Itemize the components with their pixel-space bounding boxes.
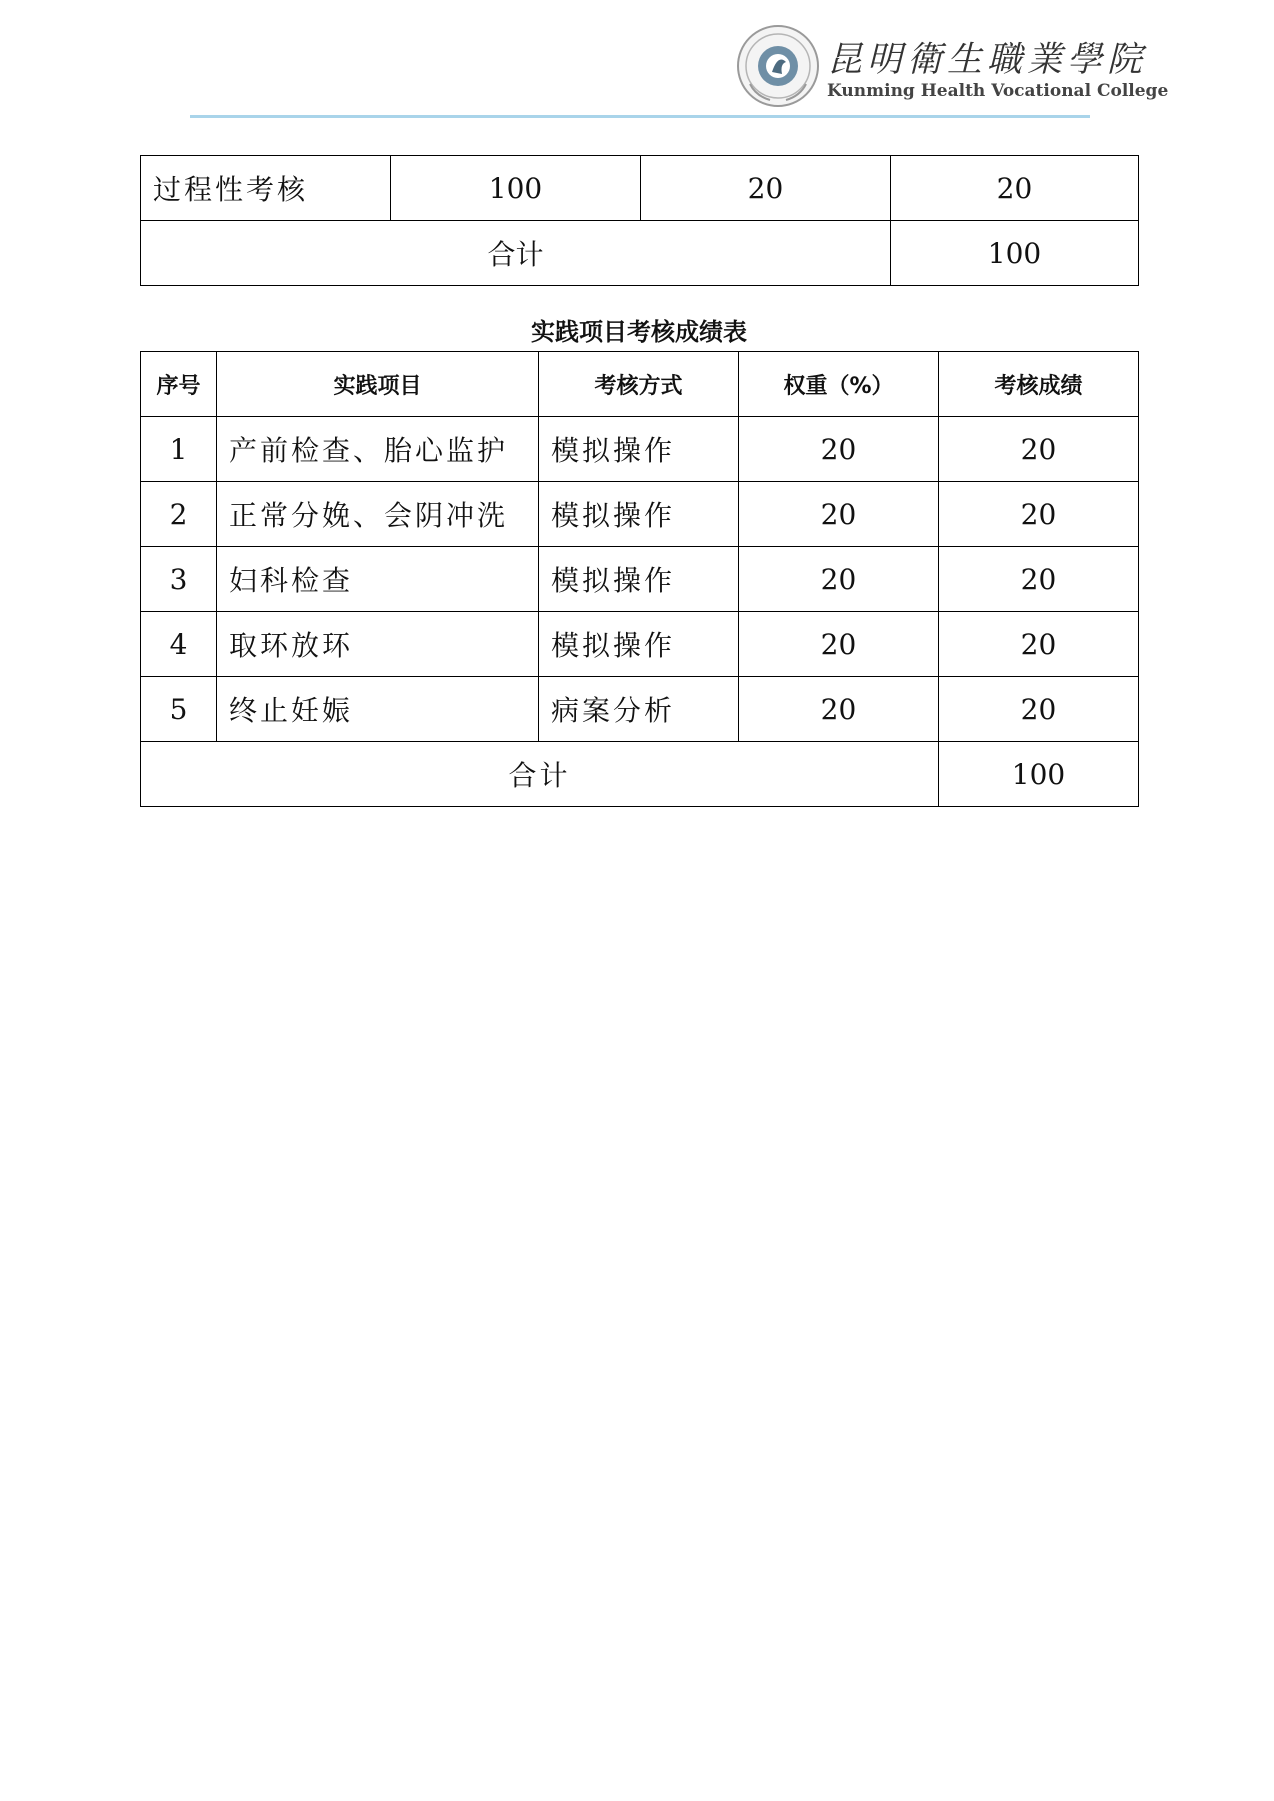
- table-cell: 20: [939, 612, 1139, 677]
- column-header: 考核方式: [539, 352, 739, 417]
- table-cell: 终止妊娠: [217, 677, 539, 742]
- total-label: 合计: [141, 221, 891, 286]
- table-total-row: [141, 221, 1139, 286]
- assessment-table-continued: [140, 155, 1139, 286]
- column-header: 考核成绩: [939, 352, 1139, 417]
- page-header: [0, 0, 1274, 120]
- table-cell: 20: [939, 417, 1139, 482]
- table-row: [141, 547, 1139, 612]
- column-header: 序号: [141, 352, 217, 417]
- table-cell: 模拟操作: [539, 612, 739, 677]
- table-cell: 2: [141, 482, 217, 547]
- table-row: [141, 612, 1139, 677]
- table-cell: 20: [739, 547, 939, 612]
- college-name-cn: 昆明衛生職業學院: [827, 40, 1148, 80]
- table-row: [141, 482, 1139, 547]
- table-cell: 病案分析: [539, 677, 739, 742]
- column-header: 权重（%）: [739, 352, 939, 417]
- table-cell: 1: [141, 417, 217, 482]
- table-row: [141, 677, 1139, 742]
- table-cell: 20: [739, 482, 939, 547]
- college-name-en: Kunming Health Vocational College: [827, 81, 1169, 101]
- table-cell: 20: [739, 417, 939, 482]
- practice-table-title: 实践项目考核成绩表: [531, 318, 747, 346]
- table-cell: 产前检查、胎心监护: [217, 417, 539, 482]
- table-cell: 20: [939, 482, 1139, 547]
- table-total-row: [141, 742, 1139, 807]
- total-value: 100: [891, 221, 1139, 286]
- table-cell: 过程性考核: [141, 156, 391, 221]
- header-divider: [190, 115, 1090, 118]
- total-label: 合计: [141, 742, 939, 807]
- table-row: [141, 156, 1139, 221]
- table-cell: 4: [141, 612, 217, 677]
- table-header-row: [141, 352, 1139, 417]
- total-value: 100: [939, 742, 1139, 807]
- table-cell: 模拟操作: [539, 547, 739, 612]
- table-cell: 正常分娩、会阴冲洗: [217, 482, 539, 547]
- table-row: [141, 417, 1139, 482]
- practice-assessment-table: [140, 351, 1139, 807]
- table-cell: 20: [641, 156, 891, 221]
- table-cell: 取环放环: [217, 612, 539, 677]
- table-cell: 20: [939, 547, 1139, 612]
- table-cell: 20: [939, 677, 1139, 742]
- table-cell: 5: [141, 677, 217, 742]
- table-cell: 20: [739, 612, 939, 677]
- table-cell: 100: [391, 156, 641, 221]
- table-cell: 模拟操作: [539, 417, 739, 482]
- college-logo-icon: [736, 24, 820, 108]
- table-cell: 模拟操作: [539, 482, 739, 547]
- table-cell: 3: [141, 547, 217, 612]
- table-cell: 妇科检查: [217, 547, 539, 612]
- table-cell: 20: [739, 677, 939, 742]
- column-header: 实践项目: [217, 352, 539, 417]
- table-cell: 20: [891, 156, 1139, 221]
